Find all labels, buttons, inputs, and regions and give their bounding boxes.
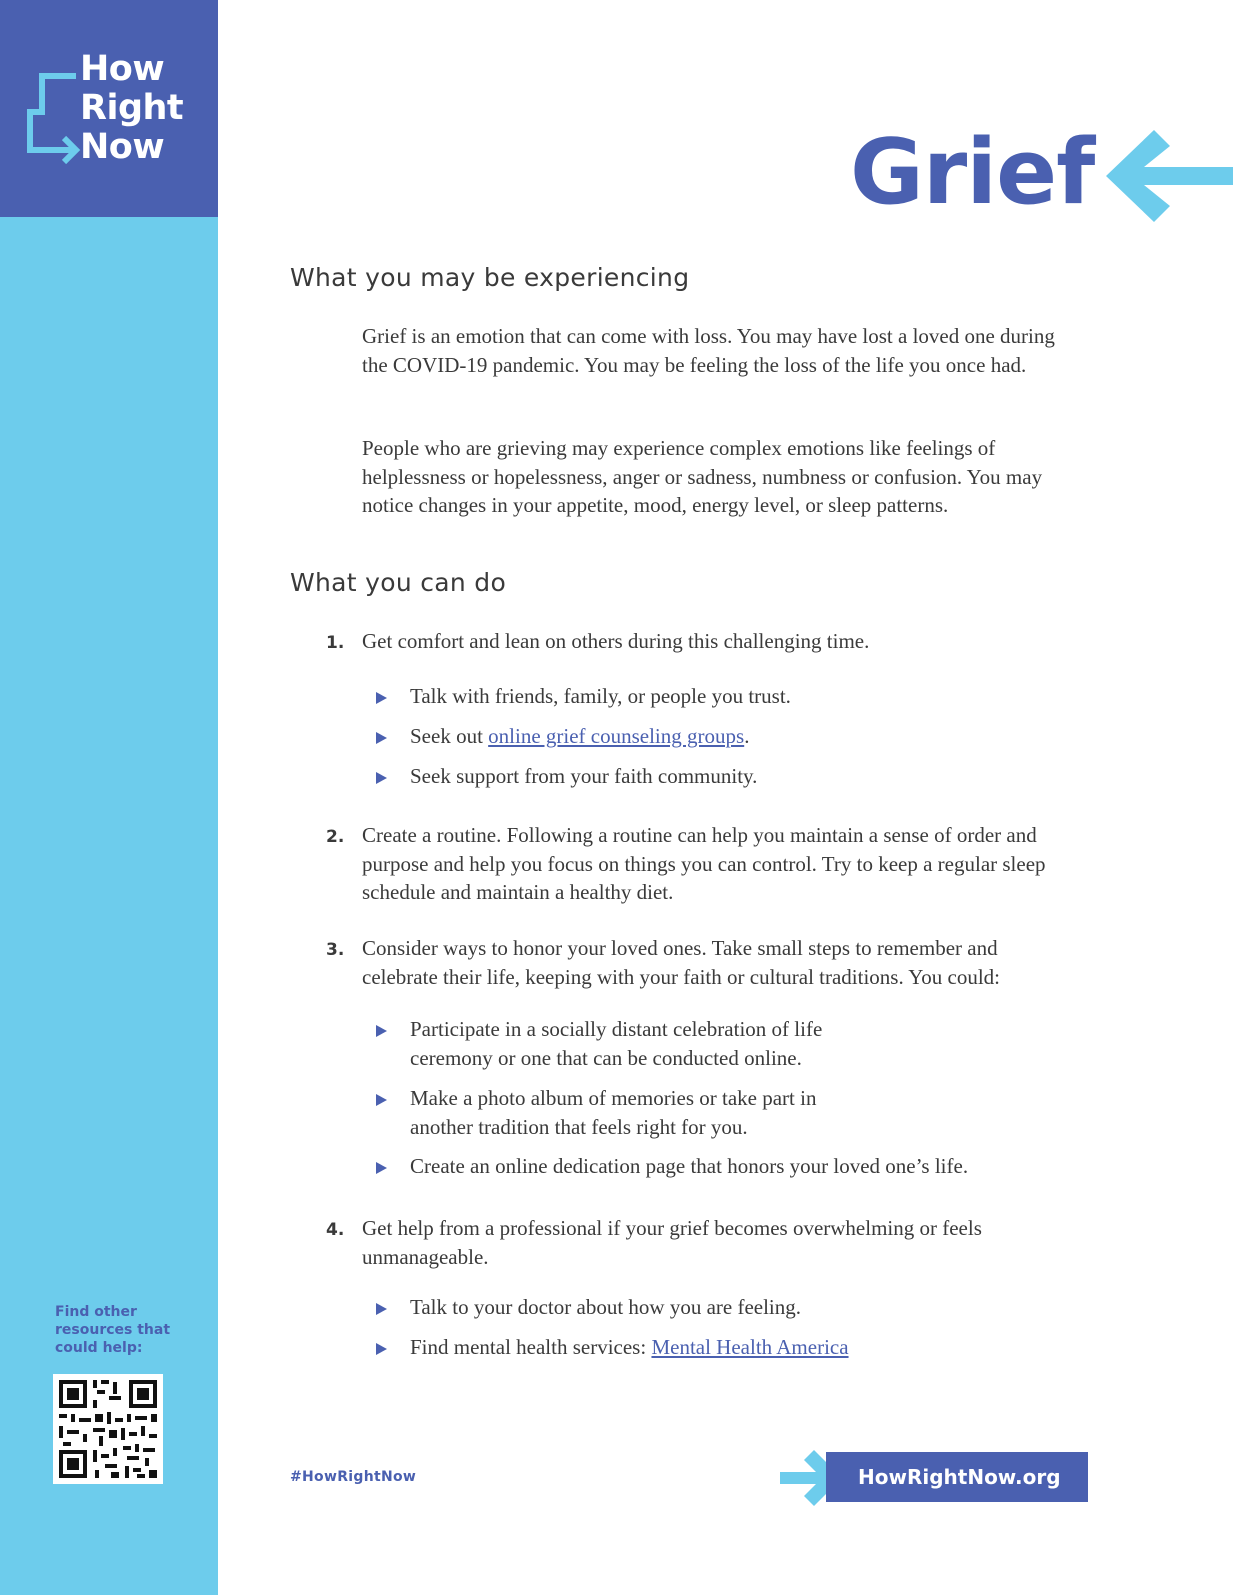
logo-wordmark (80, 50, 183, 167)
bullet-triangle-icon (376, 1162, 387, 1174)
list-item-text: Create a routine. Following a routine can help you maintain a sense of order and purpose and help you focus on things you can control. Try to keep a regular sleep schedule and maintain a healthy diet. (362, 823, 1046, 904)
bullet-triangle-icon (376, 1094, 387, 1106)
find-other-resources-label: Find other resources that could help: (55, 1304, 171, 1356)
logo-line-now: Now (80, 127, 165, 167)
bullet-triangle-icon (376, 1303, 387, 1315)
bullet-text: Participate in a socially distant celebration of life ceremony or one that can be conducted online. (410, 1017, 823, 1070)
bullet-suffix: . (744, 724, 750, 748)
list-number: 1. (326, 633, 345, 653)
qr-code[interactable] (53, 1374, 163, 1484)
website-link[interactable]: HowRightNow.org (858, 1465, 1061, 1489)
bullet-triangle-icon (376, 772, 387, 784)
section-heading-what-you-can-do: What you can do (290, 568, 507, 597)
bullet-triangle-icon (376, 692, 387, 704)
list-item-text: Get comfort and lean on others during this challenging time. (362, 629, 870, 653)
left-arrow-icon (1106, 130, 1233, 222)
list-number: 4. (326, 1220, 345, 1240)
section-heading-experiencing: What you may be experiencing (290, 263, 690, 292)
bullet-text: Create an online dedication page that honors your loved one’s life. (410, 1154, 969, 1178)
bullet-text: Make a photo album of memories or take part in another tradition that feels right for you. (410, 1086, 817, 1139)
page-title: Grief (850, 120, 1095, 225)
mental-health-america-link[interactable]: Mental Health America (651, 1335, 849, 1359)
list-item-text: Consider ways to honor your loved ones. Take small steps to remember and celebrate their life, keeping with your faith or cultural traditions. You could: (362, 936, 1000, 989)
hashtag: #HowRightNow (290, 1469, 417, 1485)
paragraph-grief-definition: Grief is an emotion that can come with loss. You may have lost a loved one during the COVID-19 pandemic. You may be feeling the loss of the life you once had. (362, 324, 1055, 377)
logo-line-right: Right (80, 88, 184, 128)
list-item-text: Get help from a professional if your grief becomes overwhelming or feels unmanageable. (362, 1216, 982, 1269)
paragraph-grief-emotions: People who are grieving may experience complex emotions like feelings of helplessness or hopelessness, anger or sadness, numbness or confusion. You may notice changes in your appetite, mood, energy level, or sleep patterns. (362, 436, 1043, 517)
bullet-text: Talk to your doctor about how you are feeling. (410, 1295, 802, 1319)
logo[interactable] (0, 0, 218, 217)
bullet-triangle-icon (376, 732, 387, 744)
bullet-text (410, 722, 749, 751)
bullet-triangle-icon (376, 1025, 387, 1037)
bullet-text: Talk with friends, family, or people you trust. (410, 684, 791, 708)
bullet-text: Seek support from your faith community. (410, 764, 758, 788)
logo-line-how: How (80, 49, 165, 89)
bullet-text (410, 1333, 849, 1362)
bullet-prefix: Find mental health services: (410, 1335, 652, 1359)
logo-arrow-icon (26, 72, 84, 164)
bullet-prefix: Seek out (410, 724, 489, 748)
bullet-triangle-icon (376, 1343, 387, 1355)
list-number: 3. (326, 940, 345, 960)
list-number: 2. (326, 827, 345, 847)
online-grief-counseling-groups-link[interactable]: online grief counseling groups (488, 724, 745, 748)
